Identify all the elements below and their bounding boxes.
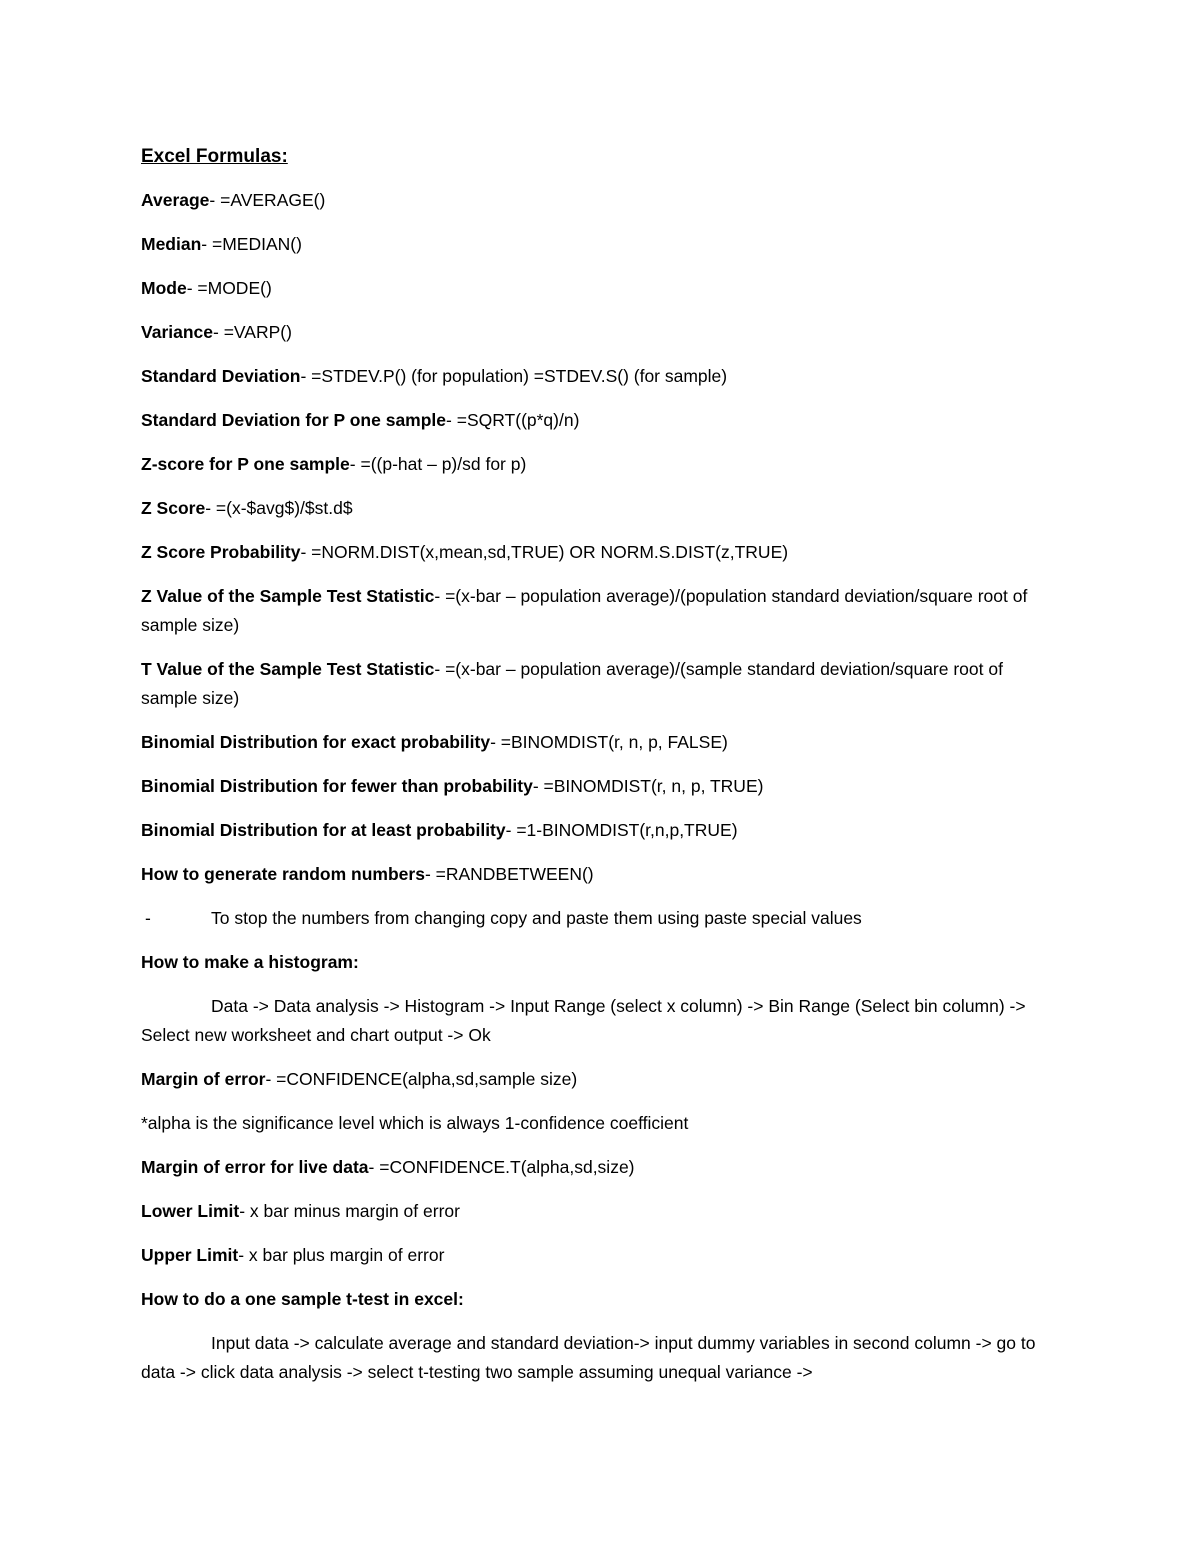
formula-term: Upper Limit [141,1245,239,1265]
formula-text: - =MEDIAN() [201,234,302,254]
formula-line-binomial-fewer-than [141,772,1041,801]
formula-term: Z Score [141,498,206,518]
formula-line-standard-deviation [141,362,1041,391]
formula-term: Margin of error for live data [141,1157,369,1177]
random-numbers-bullet [141,904,1041,933]
formula-text: - =BINOMDIST(r, n, p, FALSE) [490,732,728,752]
formula-line-z-value-test-statistic [141,582,1041,640]
formula-line-z-score [141,494,1041,523]
section-heading: How to do a one sample t-test in excel: [141,1289,464,1309]
histogram-steps: Data -> Data analysis -> Histogram -> Input Range (select x column) -> Bin Range (Select bin column) -> Select new worksheet and chart output -> Ok [141,996,1026,1045]
formula-line-margin-of-error-live [141,1153,1041,1182]
formula-term: Lower Limit [141,1201,240,1221]
document-content [141,142,1041,1402]
formula-term: Variance [141,322,213,342]
formula-text: - =CONFIDENCE(alpha,sd,sample size) [265,1069,578,1089]
formula-text: - =VARP() [213,322,292,342]
formula-line-margin-of-error [141,1065,1041,1094]
formula-text: - =1-BINOMDIST(r,n,p,TRUE) [505,820,738,840]
formula-line-z-score-probability [141,538,1041,567]
ttest-heading [141,1285,1041,1314]
formula-line-mode [141,274,1041,303]
formula-text: - =NORM.DIST(x,mean,sd,TRUE) OR NORM.S.DIST(z,TRUE) [300,542,789,562]
formula-term: Z Value of the Sample Test Statistic [141,586,435,606]
section-heading: How to make a histogram: [141,952,359,972]
formula-term: Standard Deviation [141,366,301,386]
formula-text: - =BINOMDIST(r, n, p, TRUE) [532,776,764,796]
formula-term: Margin of error [141,1069,266,1089]
formula-line-random-numbers [141,860,1041,889]
formula-text: - =(x-$avg$)/$st.d$ [205,498,353,518]
formula-text: - =SQRT((p*q)/n) [446,410,580,430]
formula-line-sd-p-one-sample [141,406,1041,435]
formula-text: - =RANDBETWEEN() [424,864,594,884]
bullet-dash: - [145,908,151,928]
formula-term: How to generate random numbers [141,864,425,884]
formula-text: - =CONFIDENCE.T(alpha,sd,size) [368,1157,635,1177]
formula-term: Z Score Probability [141,542,301,562]
formula-term: Average [141,190,210,210]
formula-text: - =AVERAGE() [209,190,326,210]
bullet-text: To stop the numbers from changing copy and paste them using paste special values [211,908,862,928]
formula-text: - x bar minus margin of error [239,1201,460,1221]
formula-line-t-value-test-statistic [141,655,1041,713]
formula-text: - =(x-bar – population average)/(population standard deviation/square root of sample size) [141,586,1028,635]
formula-term: Median [141,234,202,254]
formula-term: Binomial Distribution for exact probability [141,732,491,752]
formula-term: Binomial Distribution for fewer than probability [141,776,533,796]
formula-text: - =(x-bar – population average)/(sample standard deviation/square root of sample size) [141,659,1003,708]
formula-line-median [141,230,1041,259]
histogram-heading [141,948,1041,977]
formula-term: Mode [141,278,187,298]
formula-term: Standard Deviation for P one sample [141,410,447,430]
formula-line-binomial-at-least [141,816,1041,845]
formula-term: T Value of the Sample Test Statistic [141,659,435,679]
formula-term: Binomial Distribution for at least probability [141,820,506,840]
formula-line-binomial-exact [141,728,1041,757]
document-title: Excel Formulas: [141,146,288,167]
formula-line-lower-limit [141,1197,1041,1226]
formula-line-average [141,186,1041,215]
formula-text: - =MODE() [186,278,272,298]
formula-line-variance [141,318,1041,347]
formula-text: - =STDEV.P() (for population) =STDEV.S() (for sample) [300,366,728,386]
formula-text: - x bar plus margin of error [238,1245,445,1265]
formula-text: - =((p-hat – p)/sd for p) [349,454,527,474]
ttest-steps: Input data -> calculate average and standard deviation-> input dummy variables in second column -> go to data -> click data analysis -> select t-testing two sample assuming unequal variance -> [141,1333,1036,1382]
formula-line-upper-limit [141,1241,1041,1270]
alpha-note: *alpha is the significance level which is always 1-confidence coefficient [141,1113,689,1133]
formula-term: Z-score for P one sample [141,454,350,474]
formula-line-z-score-p-one-sample [141,450,1041,479]
